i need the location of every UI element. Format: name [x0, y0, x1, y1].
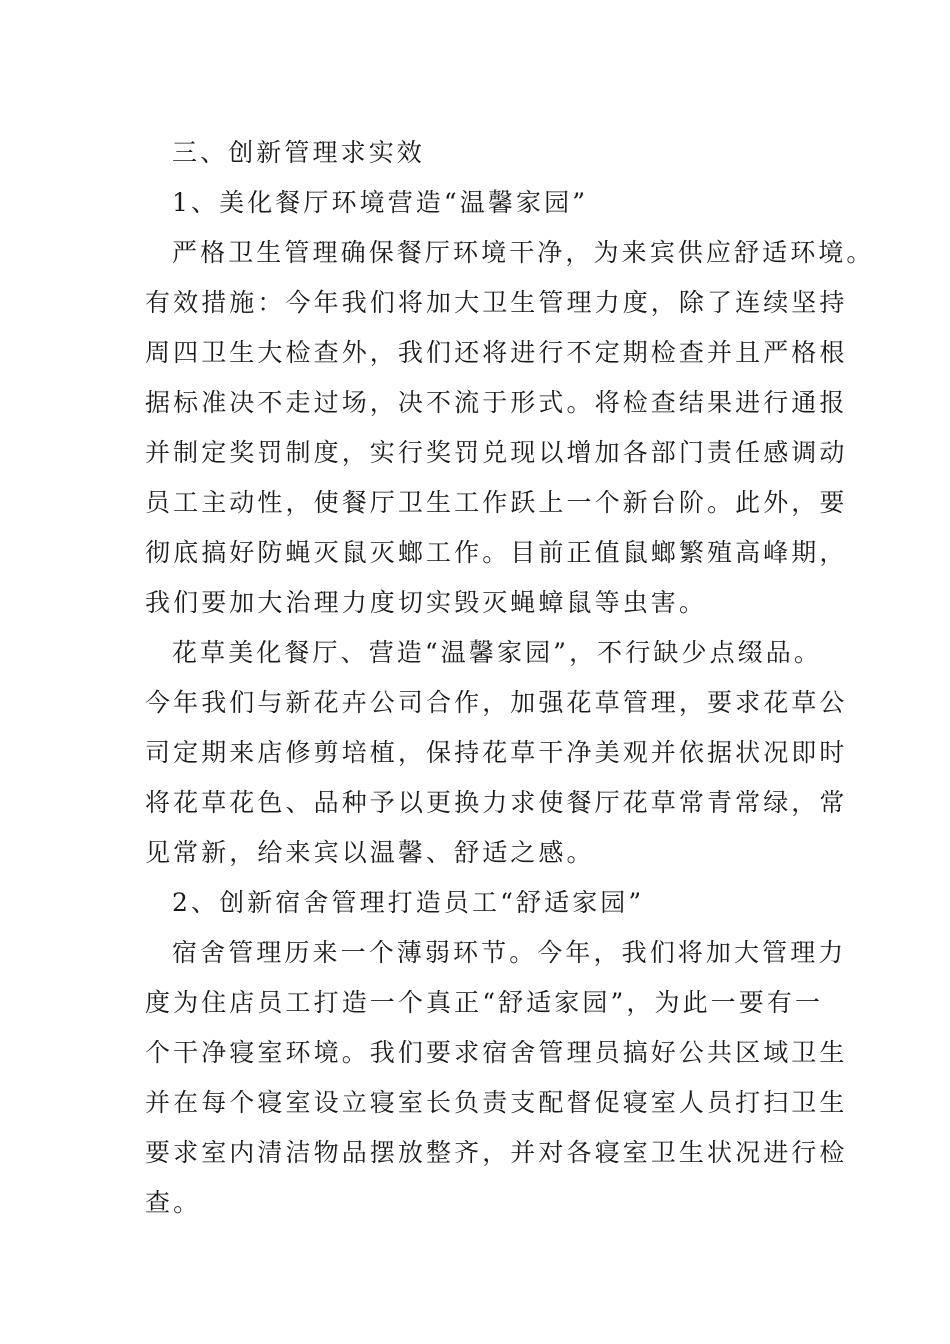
- paragraph-2-line: 今年我们与新花卉公司合作，加强花草管理，要求花草公: [145, 688, 848, 717]
- paragraph-3-line: 个干净寝室环境。我们要求宿舍管理员搞好公共区域卫生: [145, 1038, 848, 1067]
- paragraph-3-line: 要求室内清洁物品摆放整齐，并对各寝室卫生状况进行检: [145, 1138, 848, 1167]
- paragraph-2-line: 将花草花色、品种予以更换力求使餐厅花草常青常绿，常: [145, 788, 848, 817]
- paragraph-2-line: 司定期来店修剪培植，保持花草干净美观并依据状况即时: [145, 738, 848, 767]
- paragraph-3-line: 并在每个寝室设立寝室长负责支配督促寝室人员打扫卫生: [145, 1088, 848, 1117]
- paragraph-3-line: 度为住店员工打造一个真正“舒适家园”，为此一要有一: [145, 988, 824, 1017]
- paragraph-3-line: 查。: [145, 1188, 202, 1217]
- paragraph-1-line: 并制定奖罚制度，实行奖罚兑现以增加各部门责任感调动: [145, 438, 848, 467]
- paragraph-1-line: 员工主动性，使餐厅卫生工作跃上一个新台阶。此外，要: [145, 488, 848, 517]
- paragraph-2-line: 见常新，给来宾以温馨、舒适之感。: [145, 838, 595, 867]
- subsection-heading-2: 2、创新宿舍管理打造员工“舒适家园”: [172, 888, 645, 917]
- paragraph-1-line: 周四卫生大检查外，我们还将进行不定期检查并且严格根: [145, 338, 848, 367]
- subsection-heading-1: 1、美化餐厅环境营造“温馨家园”: [172, 188, 589, 217]
- paragraph-1-line: 据标准决不走过场，决不流于形式。将检查结果进行通报: [145, 388, 848, 417]
- paragraph-1-line: 有效措施：今年我们将加大卫生管理力度，除了连续坚持: [145, 288, 848, 317]
- paragraph-3-line: 宿舍管理历来一个薄弱环节。今年，我们将加大管理力: [172, 938, 847, 967]
- section-heading: 三、创新管理求实效: [172, 138, 425, 167]
- paragraph-1-line: 严格卫生管理确保餐厅环境干净，为来宾供应舒适环境。: [172, 238, 875, 267]
- paragraph-2-line: 花草美化餐厅、营造“温馨家园”，不行缺少点缀品。: [172, 638, 822, 667]
- paragraph-1-line: 彻底搞好防蝇灭鼠灭螂工作。目前正值鼠螂繁殖高峰期，: [145, 538, 848, 567]
- paragraph-1-line: 我们要加大治理力度切实毁灭蝇蟑鼠等虫害。: [145, 588, 708, 617]
